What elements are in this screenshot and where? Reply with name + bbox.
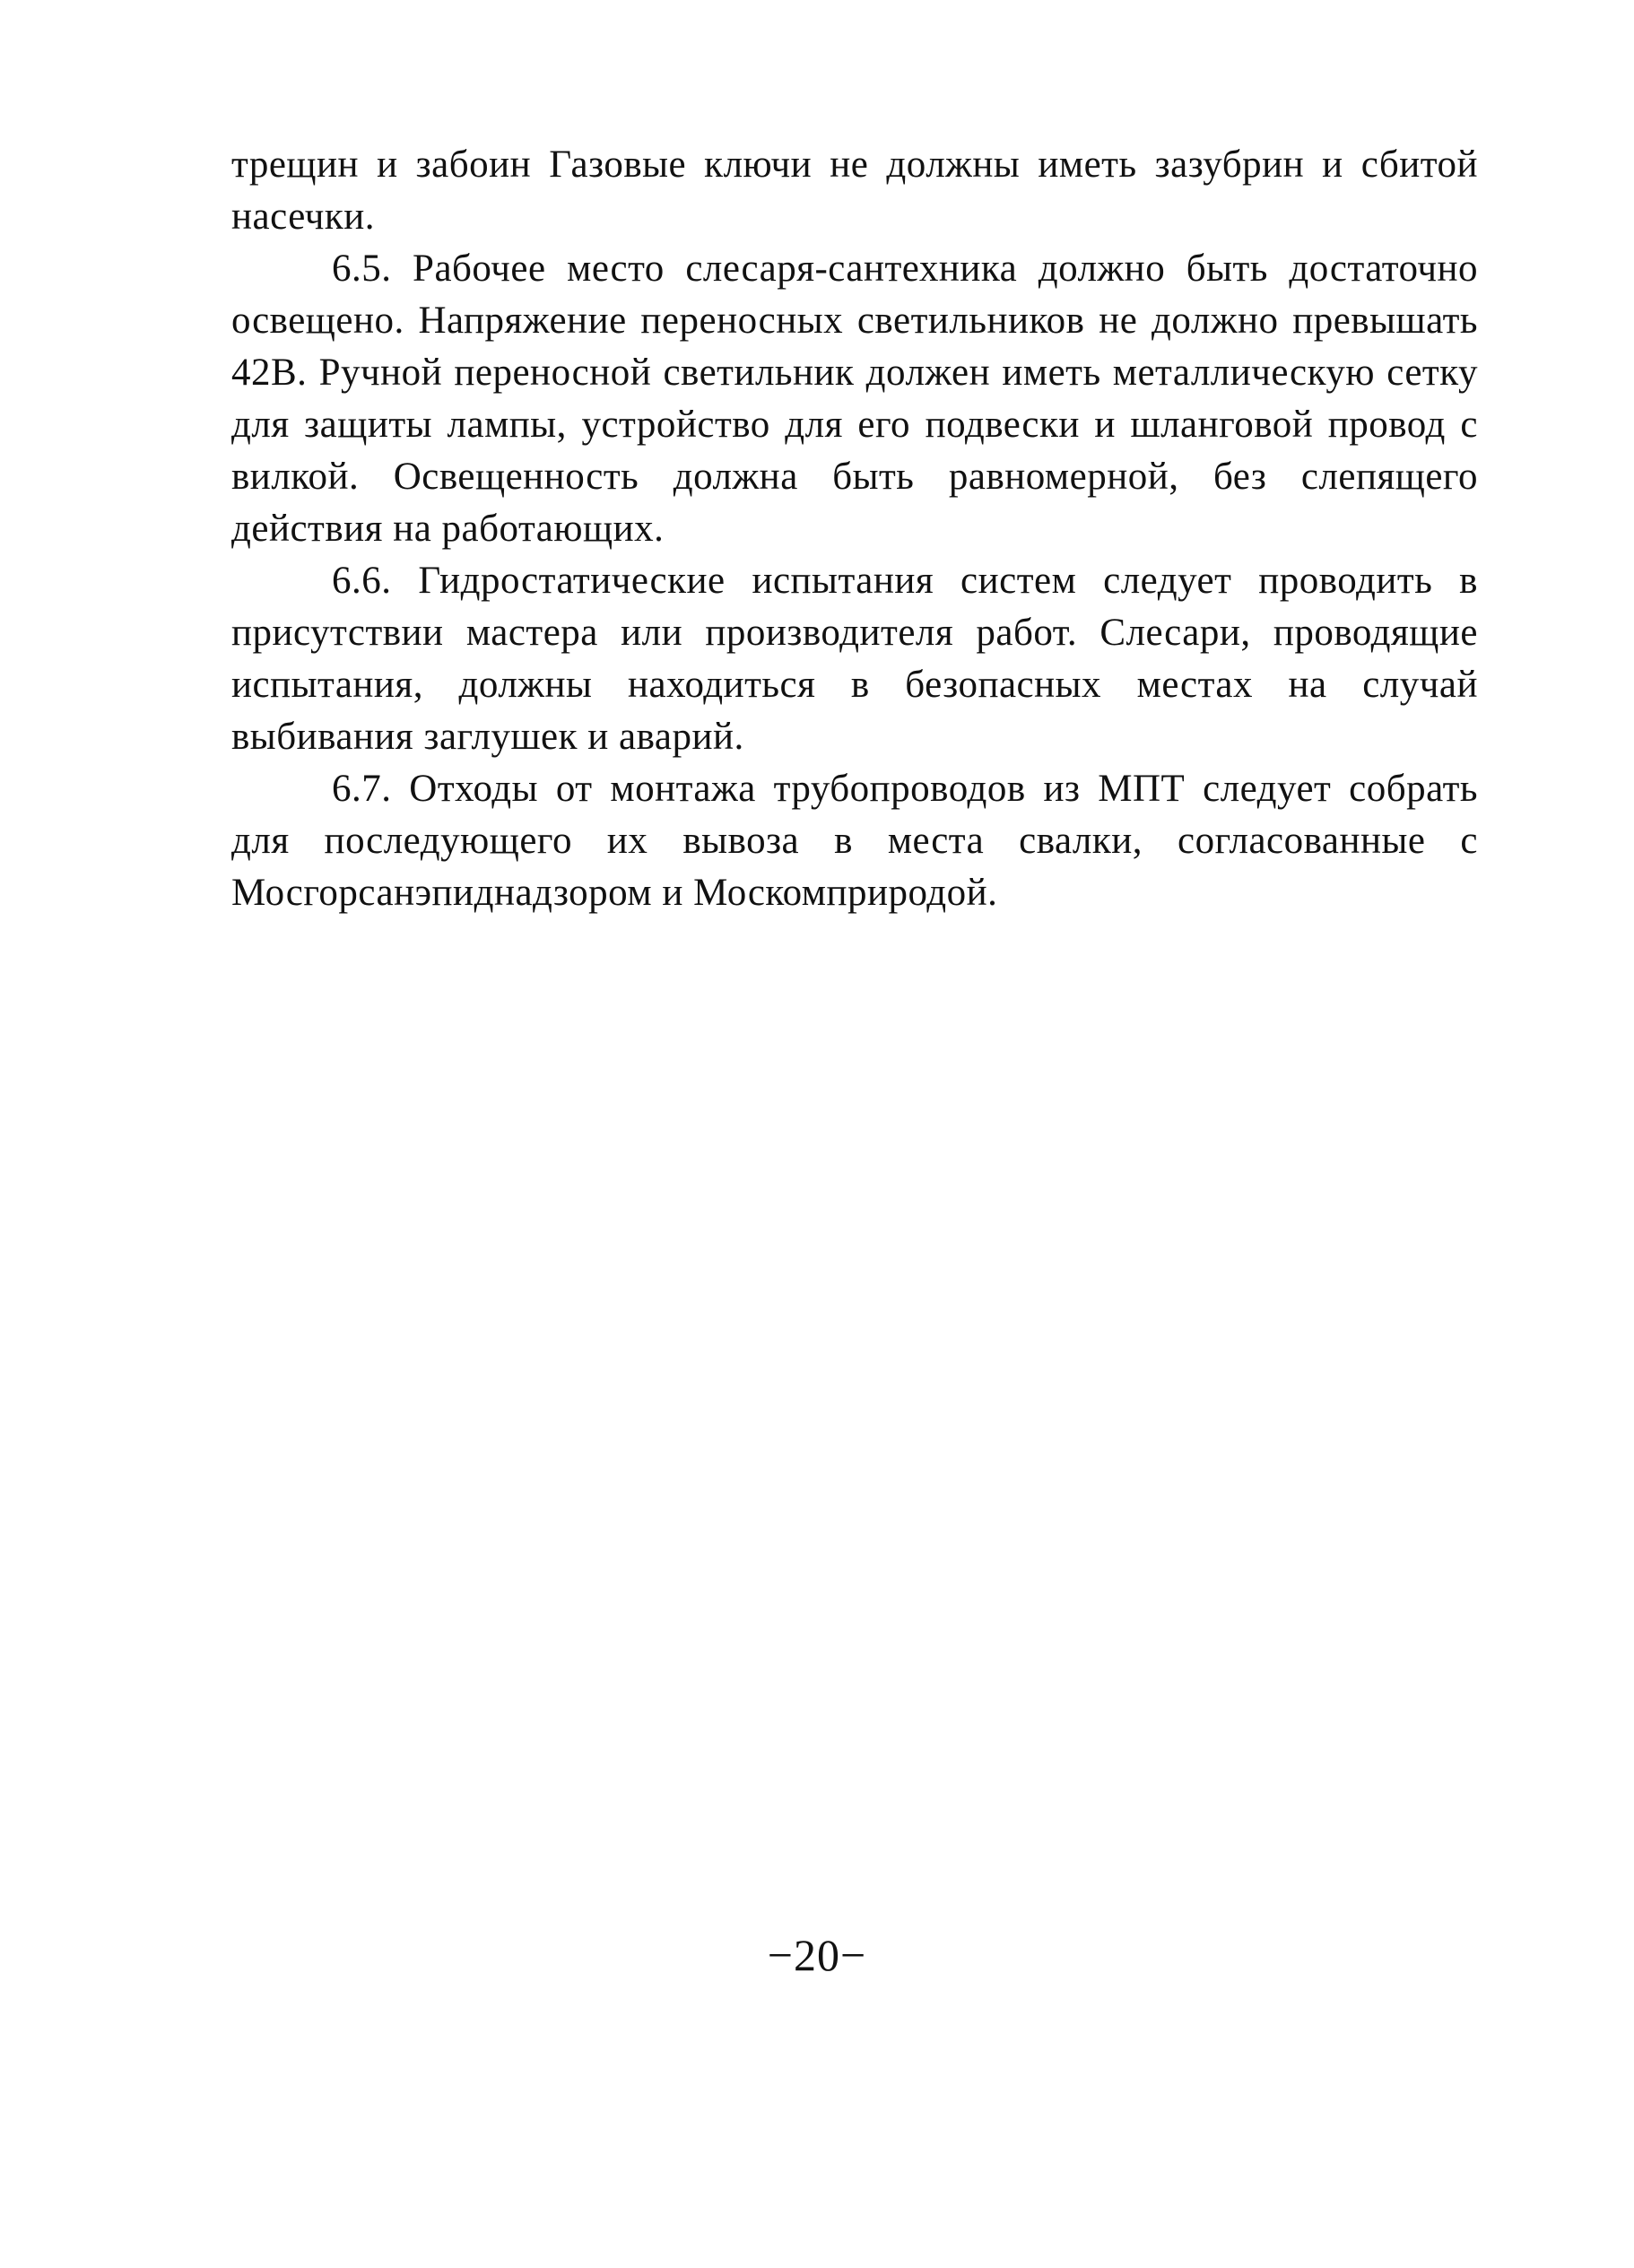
body-text <box>231 139 1478 919</box>
paragraph-6-6: 6.6. Гидростатические испытания систем следует проводить в присутствии мастера или производителя работ. Слесари, проводящие испытания, должны находиться в безопасных местах на случай выбивания заглушек и аварий. <box>231 560 1478 758</box>
page-number: −20− <box>767 1930 867 1980</box>
paragraph-6-7: 6.7. Отходы от монтажа трубопроводов из МПТ следует собрать для последующего их вывоза в места свалки, согласованные с Мосгорсанэпиднадзором и Москомприродой. <box>231 768 1478 914</box>
paragraph-6-5: 6.5. Рабочее место слесаря-сантехника должно быть достаточно освещено. Напряжение переносных светильников не должно превышать 42В. Ручной переносной светильник должен иметь металлическую сетку для защиты лампы, устройство для его подвески и шланговой провод с вилкой. Освещенность должна быть равномерной, без слепящего действия на работающих. <box>231 248 1478 550</box>
paragraph-continued: трещин и забоин Газовые ключи не должны иметь зазубрин и сбитой насечки. <box>231 143 1478 238</box>
